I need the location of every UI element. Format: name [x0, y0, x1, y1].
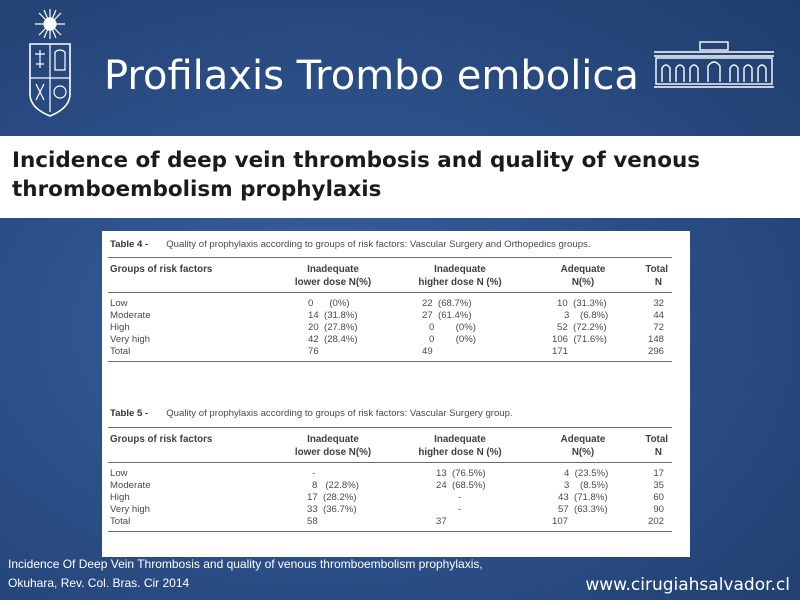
- table-5-row-3-lower: 17 (28.2%): [307, 492, 357, 503]
- table-5-row-1-adequate: 4 (23.5%): [564, 468, 609, 479]
- table-5-label: Table 5 -: [110, 408, 149, 419]
- table-5-caption-text: Quality of prophylaxis according to groups of risk factors: Vascular Surgery group.: [166, 408, 513, 419]
- table-5-row-2-adequate: 3 (8.5%): [564, 480, 609, 491]
- table-5-row-2-higher: 24 (68.5%): [436, 480, 486, 491]
- table-4-row-2-total: 44: [653, 310, 664, 321]
- table-4-row-3-adequate: 52 (72.2%): [557, 322, 607, 333]
- table-4-row-5-adequate: 171: [552, 346, 569, 357]
- table-5-row-4-group: Very high: [110, 504, 151, 515]
- table-4-header-rule: [108, 292, 672, 293]
- table-4-row-4-group: Very high: [110, 334, 151, 345]
- slide-title: Profilaxis Trombo embolica: [104, 53, 639, 99]
- table-4-row-3-total: 72: [653, 322, 664, 333]
- table-5-header-higher-1: Inadequate: [434, 434, 486, 445]
- table-4-bottom-rule: [108, 361, 672, 362]
- table-4-row-5-lower: 76: [308, 346, 319, 357]
- table-5-row-4-lower: 33 (36.7%): [307, 504, 357, 515]
- table-5-row-4-total: 90: [653, 504, 664, 515]
- table-5-row-2-lower: 8 (22.8%): [312, 480, 359, 491]
- table-5-header-total-1: Total: [645, 434, 668, 445]
- table-4-row-1-higher: 22 (68.7%): [422, 298, 472, 309]
- source-citation: [8, 555, 628, 593]
- table-4-caption-text: Quality of prophylaxis according to groups of risk factors: Vascular Surgery and Orthopedics groups.: [166, 239, 591, 250]
- table-5-row-4-adequate: 57 (63.3%): [558, 504, 608, 515]
- table-4-header-adequate-2: N(%): [571, 277, 595, 288]
- table-5-row-3-group: High: [110, 492, 130, 503]
- table-4-row-5-higher: 49: [422, 346, 433, 357]
- table-5-row-3-adequate: 43 (71.8%): [558, 492, 608, 503]
- table-5-header-lower-1: Inadequate: [307, 434, 359, 445]
- slide-heading: [12, 146, 792, 204]
- table-5-header-adequate-2: N(%): [571, 447, 595, 458]
- table-4-row-4-lower: 42 (28.4%): [308, 334, 358, 345]
- table-4-row-1-lower: 0 (0%): [308, 298, 350, 309]
- table-4-row-1-total: 32: [653, 298, 664, 309]
- table-4-header-total-2: N: [654, 277, 662, 288]
- citation-line-1: Incidence Of Deep Vein Thrombosis and quality of venous thromboembolism prophylaxis,: [8, 557, 483, 571]
- table-5-row-1-total: 17: [653, 468, 664, 479]
- slide-heading-line-2: thromboembolism prophylaxis: [12, 177, 382, 202]
- table-5-row-1-lower: -: [312, 468, 316, 479]
- table-4-row-2-lower: 14 (31.8%): [308, 310, 358, 321]
- table-4-header-adequate-1: Adequate: [560, 264, 606, 275]
- table-4-row-3-group: High: [110, 322, 130, 333]
- table-4-header-lower-2: lower dose N(%): [294, 277, 372, 288]
- table-5-row-2-group: Moderate: [110, 480, 151, 491]
- slide-heading-line-1: Incidence of deep vein thrombosis and quality of venous: [12, 148, 701, 173]
- table-4-row-2-group: Moderate: [110, 310, 151, 321]
- table-4-header-higher-1: Inadequate: [434, 264, 486, 275]
- table-5-row-2-total: 35: [653, 480, 664, 491]
- table-4-header-group: Groups of risk factors: [110, 264, 213, 275]
- table-5-bottom-rule: [108, 531, 672, 532]
- table-5-row-5-higher: 37: [436, 516, 447, 527]
- table-4-caption: [110, 239, 591, 250]
- table-4-header-total-1: Total: [645, 264, 668, 275]
- table-5-row-5-total: 202: [647, 516, 664, 527]
- table-4-row-1-group: Low: [110, 298, 128, 309]
- table-5-row-5-adequate: 107: [552, 516, 569, 527]
- table-4-header-lower-1: Inadequate: [307, 264, 359, 275]
- table-5-row-5-lower: 58: [307, 516, 318, 527]
- table-5-row-3-higher: -: [458, 492, 462, 503]
- website-url: www.cirugiahsalvador.cl: [585, 575, 790, 595]
- table-4-row-5-total: 296: [647, 346, 664, 357]
- table-5-caption: [110, 408, 513, 419]
- table-5-top-rule: [108, 427, 672, 428]
- table-4-row-3-higher: 0 (0%): [429, 322, 476, 333]
- citation-line-2: Okuhara, Rev. Col. Bras. Cir 2014: [8, 576, 190, 590]
- table-5-row-4-higher: -: [458, 504, 462, 515]
- table-5-header-rule: [108, 462, 672, 463]
- table-4-top-rule: [108, 257, 672, 258]
- table-5-row-5-group: Total: [110, 516, 131, 527]
- table-5-row-1-higher: 13 (76.5%): [436, 468, 486, 479]
- table-5-row-3-total: 60: [653, 492, 664, 503]
- university-shield-logo: [24, 8, 76, 118]
- table-4-row-4-total: 148: [647, 334, 664, 345]
- university-building-logo: [652, 40, 776, 90]
- table-4-row-2-higher: 27 (61.4%): [422, 310, 472, 321]
- table-4-row-4-adequate: 106 (71.6%): [552, 334, 607, 345]
- table-5-header-group: Groups of risk factors: [110, 434, 213, 445]
- table-5-header-adequate-1: Adequate: [560, 434, 606, 445]
- table-5-header-higher-2: higher dose N (%): [418, 447, 502, 458]
- table-4-row-2-adequate: 3 (6.8%): [564, 310, 609, 321]
- title-band: [0, 136, 800, 218]
- tables-panel: [102, 231, 690, 557]
- table-4-header-higher-2: higher dose N (%): [418, 277, 502, 288]
- table-4-row-1-adequate: 10 (31.3%): [557, 298, 607, 309]
- table-5-header-total-2: N: [654, 447, 662, 458]
- table-4-row-3-lower: 20 (27.8%): [308, 322, 358, 333]
- table-4-row-5-group: Total: [110, 346, 131, 357]
- table-4-label: Table 4 -: [110, 239, 149, 250]
- table-5-row-1-group: Low: [110, 468, 128, 479]
- table-4-row-4-higher: 0 (0%): [429, 334, 476, 345]
- table-5-header-lower-2: lower dose N(%): [294, 447, 372, 458]
